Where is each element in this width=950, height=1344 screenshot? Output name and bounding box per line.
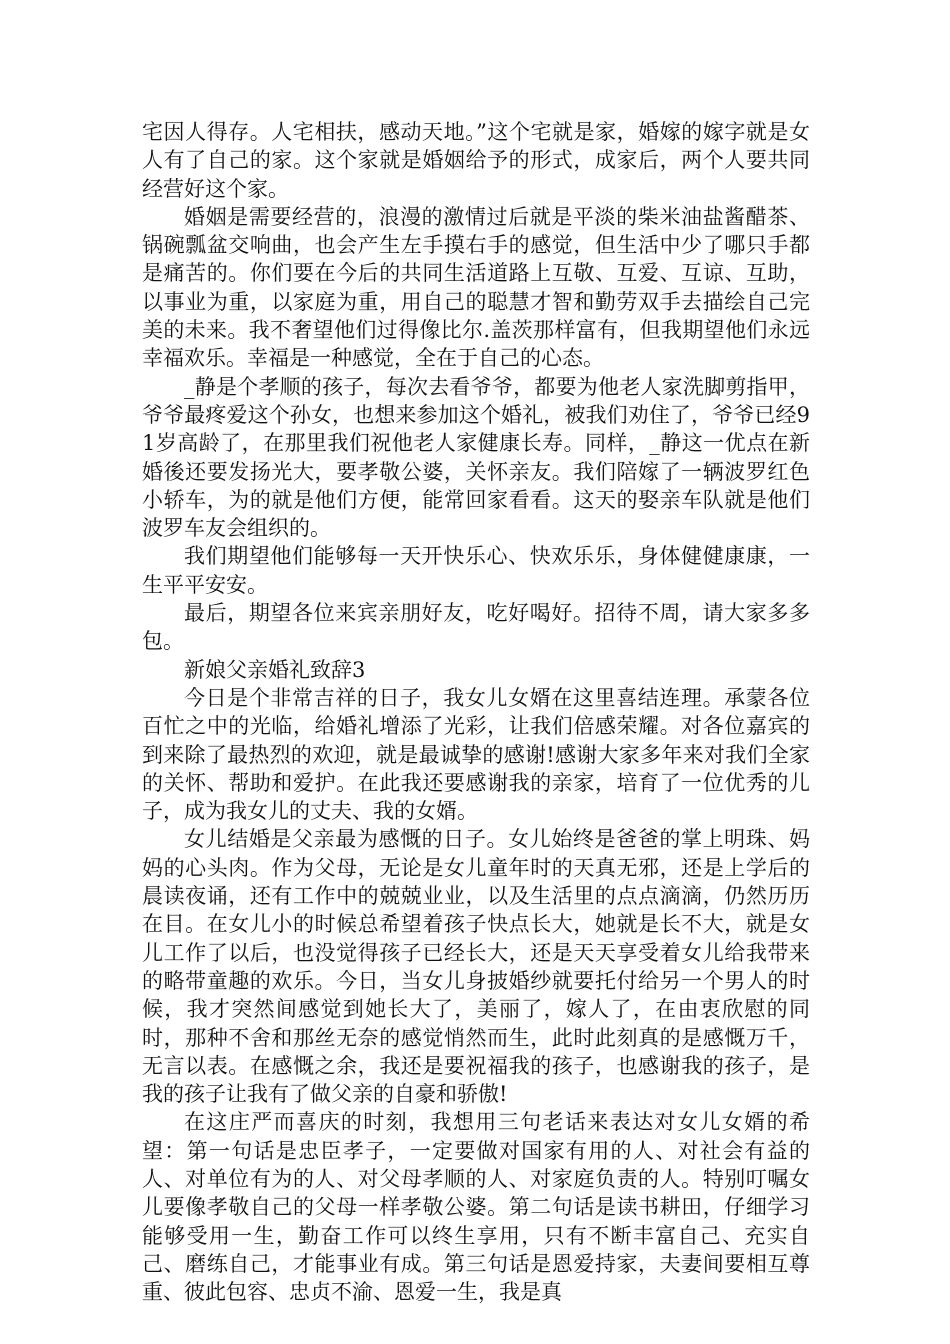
paragraph: 女儿结婚是父亲最为感慨的日子。女儿始终是爸爸的掌上明珠、妈妈的心头肉。作为父母，无论是女儿童年时的天真无邪，还是上学后的晨读夜诵，还有工作中的兢兢业业，以及生活里的点点滴滴，仍然历历在目。在女儿小的时候总希望着孩子快点长大，她就是长不大，就是女儿工作了以后，也没觉得孩子已经长大，还是天天享受着女儿给我带来的略带童趣的欢乐。今日，当女儿身披婚纱就要托付给另一个男人的时候，我才突然间感觉到她长大了，美丽了，嫁人了，在由衷欣慰的同时，那种不舍和那丝无奈的感觉悄然而生，此时此刻真的是感慨万千，无言以表。在感慨之余，我还是要祝福我的孩子，也感谢我的孩子，是我的孩子让我有了做父亲的自豪和骄傲! [142, 827, 810, 1107]
paragraph: 我们期望他们能够每一天开快乐心、快欢乐乐，身体健健康康，一生平平安安。 [142, 544, 810, 597]
paragraph: 婚姻是需要经营的，浪漫的激情过后就是平淡的柴米油盐酱醋茶、锅碗瓢盆交响曲，也会产生左手摸右手的感觉，但生活中少了哪只手都是痛苦的。你们要在今后的共同生活道路上互敬、互爱、互谅、互助，以事业为重，以家庭为重，用自己的聪慧才智和勤劳双手去描绘自己完美的未来。我不奢望他们过得像比尔.盖茨那样富有，但我期望他们永远幸福欢乐。幸福是一种感觉，全在于自己的心态。 [142, 204, 810, 371]
paragraph: 在这庄严而喜庆的时刻，我想用三句老话来表达对女儿女婿的希望：第一句话是忠臣孝子，一定要做对国家有用的人、对社会有益的人、对单位有为的人、对父母孝顺的人、对家庭负责的人。特别叮嘱女儿要像孝敬自己的父母一样孝敬公婆。第二句话是读书耕田，仔细学习能够受用一生，勤奋工作可以终生享用，只有不断丰富自己、充实自己、磨练自己，才能事业有成。第三句话是恩爱持家，夫妻间要相互尊重、彼此包容、忠贞不渝、恩爱一生，我是真 [142, 1110, 810, 1305]
paragraph: 宅因人得存。人宅相扶，感动天地。”这个宅就是家，婚嫁的嫁字就是女人有了自己的家。这个家就是婚姻给予的形式，成家后，两个人要共同经营好这个家。 [142, 120, 810, 201]
paragraph: 今日是个非常吉祥的日子，我女儿女婿在这里喜结连理。承蒙各位百忙之中的光临，给婚礼增添了光彩，让我们倍感荣耀。对各位嘉宾的到来除了最热烈的欢迎，就是最诚挚的感谢!感谢大家多年来对我们全家的关怀、帮助和爱护。在此我还要感谢我的亲家，培育了一位优秀的儿子，成为我女儿的丈夫、我的女婿。 [142, 685, 810, 824]
paragraph: _静是个孝顺的孩子，每次去看爷爷，都要为他老人家洗脚剪指甲，爷爷最疼爱这个孙女，也想来参加这个婚礼，被我们劝住了，爷爷已经91岁高龄了，在那里我们祝他老人家健康长寿。同样，_静这一优点在新婚後还要发扬光大，要孝敬公婆，关怀亲友。我们陪嫁了一辆波罗红色小轿车，为的就是他们方便，能常回家看看。这天的娶亲车队就是他们波罗车友会组织的。 [142, 374, 810, 541]
document-body [142, 118, 810, 1306]
section-heading: 新娘父亲婚礼致辞3 [184, 657, 366, 682]
paragraph: 最后，期望各位来宾亲朋好友，吃好喝好。招待不周，请大家多多包。 [142, 601, 810, 654]
